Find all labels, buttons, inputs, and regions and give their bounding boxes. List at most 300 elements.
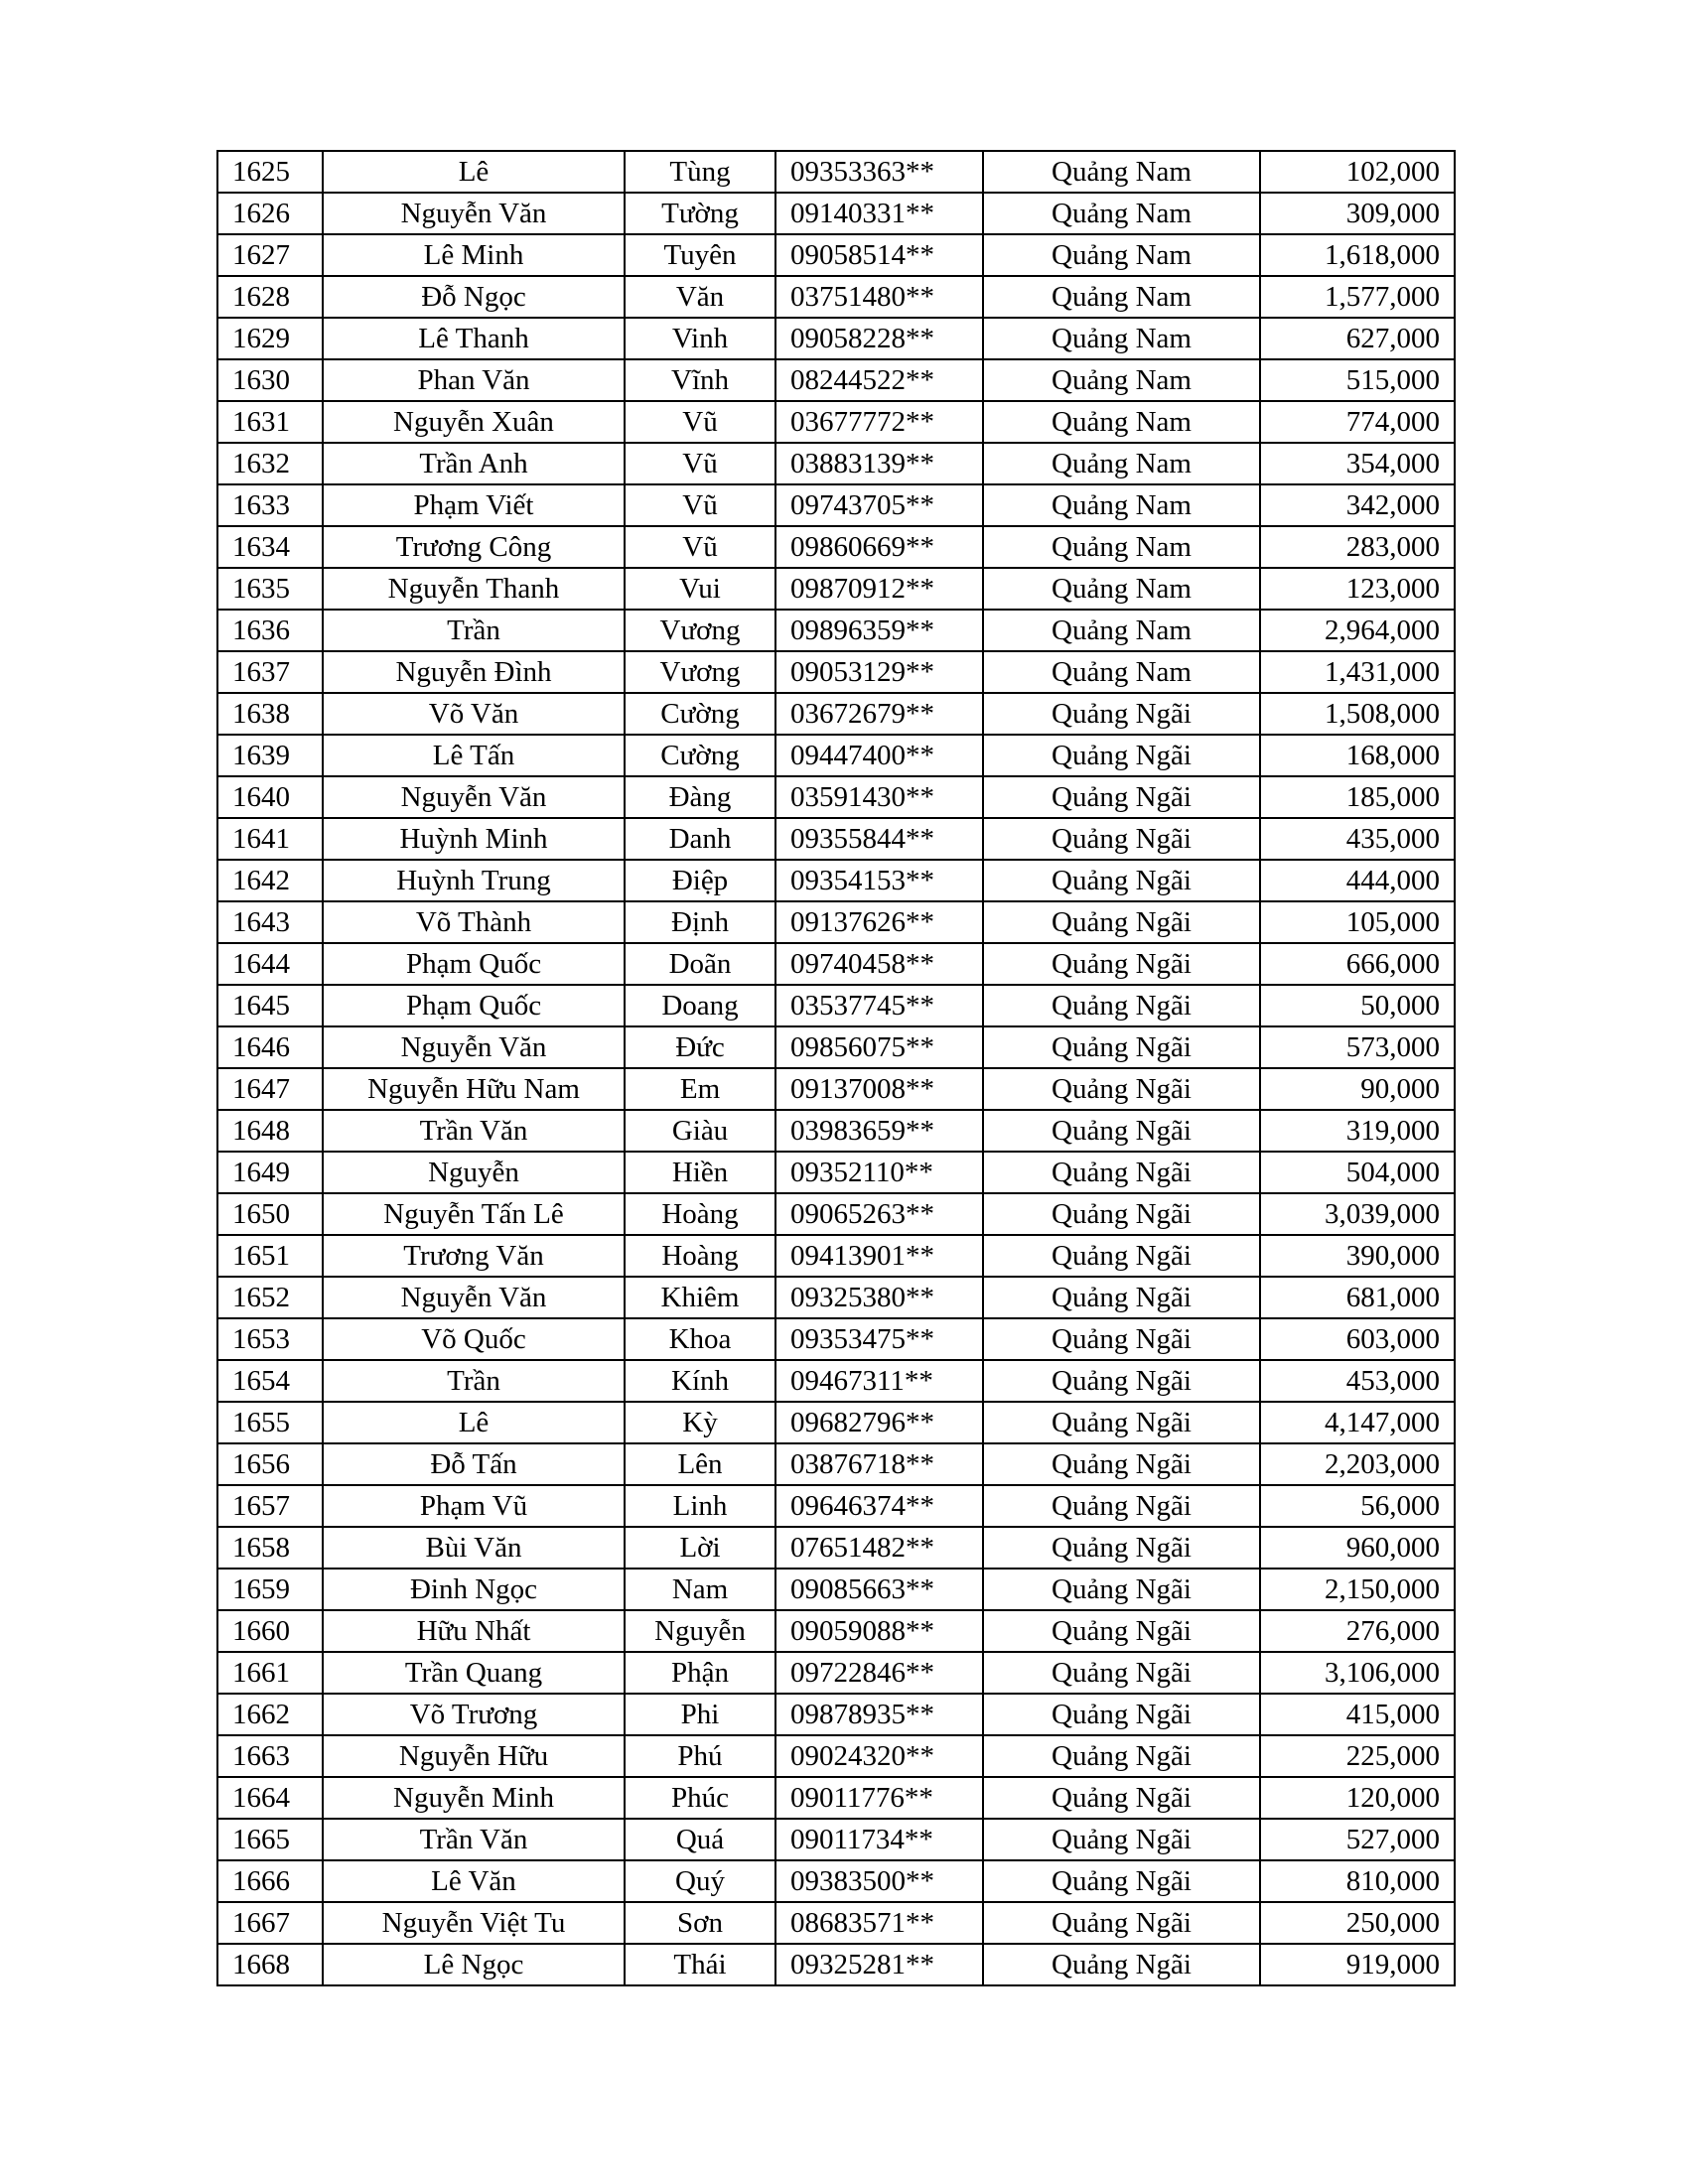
- amount-cell: 603,000: [1260, 1318, 1455, 1360]
- last-name-cell: Lê Thanh: [323, 318, 625, 359]
- table-row: [217, 359, 1455, 401]
- amount-cell: 3,039,000: [1260, 1193, 1455, 1235]
- province-cell: Quảng Nam: [983, 443, 1260, 484]
- phone-cell: 09355844**: [775, 818, 983, 860]
- table-row: [217, 276, 1455, 318]
- row-number-cell: 1630: [217, 359, 323, 401]
- province-cell: Quảng Ngãi: [983, 818, 1260, 860]
- table-row: [217, 901, 1455, 943]
- recipients-table: [216, 150, 1456, 1986]
- last-name-cell: Lê Văn: [323, 1860, 625, 1902]
- table-row: [217, 1569, 1455, 1610]
- phone-cell: 09058228**: [775, 318, 983, 359]
- amount-cell: 120,000: [1260, 1777, 1455, 1819]
- phone-cell: 09325380**: [775, 1277, 983, 1318]
- province-cell: Quảng Ngãi: [983, 1068, 1260, 1110]
- table-row: [217, 1277, 1455, 1318]
- last-name-cell: Phạm Quốc: [323, 943, 625, 985]
- first-name-cell: Danh: [625, 818, 775, 860]
- amount-cell: 390,000: [1260, 1235, 1455, 1277]
- table-row: [217, 526, 1455, 568]
- province-cell: Quảng Nam: [983, 651, 1260, 693]
- table-row: [217, 985, 1455, 1026]
- last-name-cell: Nguyễn Tấn Lê: [323, 1193, 625, 1235]
- last-name-cell: Lê: [323, 151, 625, 193]
- last-name-cell: Võ Thành: [323, 901, 625, 943]
- row-number-cell: 1628: [217, 276, 323, 318]
- table-row: [217, 1026, 1455, 1068]
- phone-cell: 09856075**: [775, 1026, 983, 1068]
- first-name-cell: Vĩnh: [625, 359, 775, 401]
- phone-cell: 09058514**: [775, 234, 983, 276]
- row-number-cell: 1654: [217, 1360, 323, 1402]
- province-cell: Quảng Ngãi: [983, 1026, 1260, 1068]
- phone-cell: 09137008**: [775, 1068, 983, 1110]
- last-name-cell: Trần Văn: [323, 1819, 625, 1860]
- province-cell: Quảng Ngãi: [983, 943, 1260, 985]
- amount-cell: 276,000: [1260, 1610, 1455, 1652]
- amount-cell: 283,000: [1260, 526, 1455, 568]
- province-cell: Quảng Ngãi: [983, 1694, 1260, 1735]
- phone-cell: 07651482**: [775, 1527, 983, 1569]
- row-number-cell: 1652: [217, 1277, 323, 1318]
- table-row: [217, 735, 1455, 776]
- last-name-cell: Huỳnh Trung: [323, 860, 625, 901]
- table-row: [217, 651, 1455, 693]
- row-number-cell: 1643: [217, 901, 323, 943]
- last-name-cell: Nguyễn Văn: [323, 193, 625, 234]
- phone-cell: 09354153**: [775, 860, 983, 901]
- amount-cell: 90,000: [1260, 1068, 1455, 1110]
- first-name-cell: Khiêm: [625, 1277, 775, 1318]
- phone-cell: 08683571**: [775, 1902, 983, 1944]
- amount-cell: 504,000: [1260, 1152, 1455, 1193]
- row-number-cell: 1661: [217, 1652, 323, 1694]
- row-number-cell: 1631: [217, 401, 323, 443]
- province-cell: Quảng Ngãi: [983, 1318, 1260, 1360]
- row-number-cell: 1657: [217, 1485, 323, 1527]
- phone-cell: 03983659**: [775, 1110, 983, 1152]
- amount-cell: 225,000: [1260, 1735, 1455, 1777]
- province-cell: Quảng Ngãi: [983, 1860, 1260, 1902]
- row-number-cell: 1639: [217, 735, 323, 776]
- phone-cell: 03677772**: [775, 401, 983, 443]
- phone-cell: 09743705**: [775, 484, 983, 526]
- last-name-cell: Trần Anh: [323, 443, 625, 484]
- first-name-cell: Vũ: [625, 526, 775, 568]
- phone-cell: 09682796**: [775, 1402, 983, 1443]
- table-row: [217, 318, 1455, 359]
- table-row: [217, 1902, 1455, 1944]
- last-name-cell: Võ Trương: [323, 1694, 625, 1735]
- amount-cell: 105,000: [1260, 901, 1455, 943]
- amount-cell: 50,000: [1260, 985, 1455, 1026]
- phone-cell: 03591430**: [775, 776, 983, 818]
- first-name-cell: Định: [625, 901, 775, 943]
- phone-cell: 03672679**: [775, 693, 983, 735]
- first-name-cell: Lời: [625, 1527, 775, 1569]
- row-number-cell: 1666: [217, 1860, 323, 1902]
- province-cell: Quảng Nam: [983, 318, 1260, 359]
- last-name-cell: Lê: [323, 1402, 625, 1443]
- table-row: [217, 776, 1455, 818]
- row-number-cell: 1637: [217, 651, 323, 693]
- table-row: [217, 1485, 1455, 1527]
- last-name-cell: Nguyễn Thanh: [323, 568, 625, 610]
- last-name-cell: Võ Văn: [323, 693, 625, 735]
- table-row: [217, 1610, 1455, 1652]
- amount-cell: 453,000: [1260, 1360, 1455, 1402]
- first-name-cell: Linh: [625, 1485, 775, 1527]
- table-row: [217, 1360, 1455, 1402]
- last-name-cell: Nguyễn Đình: [323, 651, 625, 693]
- last-name-cell: Võ Quốc: [323, 1318, 625, 1360]
- row-number-cell: 1640: [217, 776, 323, 818]
- province-cell: Quảng Ngãi: [983, 901, 1260, 943]
- row-number-cell: 1633: [217, 484, 323, 526]
- amount-cell: 342,000: [1260, 484, 1455, 526]
- table-row: [217, 1652, 1455, 1694]
- amount-cell: 681,000: [1260, 1277, 1455, 1318]
- row-number-cell: 1644: [217, 943, 323, 985]
- province-cell: Quảng Nam: [983, 526, 1260, 568]
- province-cell: Quảng Ngãi: [983, 735, 1260, 776]
- province-cell: Quảng Ngãi: [983, 1152, 1260, 1193]
- province-cell: Quảng Ngãi: [983, 1610, 1260, 1652]
- first-name-cell: Kỳ: [625, 1402, 775, 1443]
- table-row: [217, 693, 1455, 735]
- amount-cell: 1,508,000: [1260, 693, 1455, 735]
- province-cell: Quảng Ngãi: [983, 1402, 1260, 1443]
- first-name-cell: Hiền: [625, 1152, 775, 1193]
- province-cell: Quảng Ngãi: [983, 1527, 1260, 1569]
- last-name-cell: Trương Công: [323, 526, 625, 568]
- first-name-cell: Doãn: [625, 943, 775, 985]
- table-row: [217, 193, 1455, 234]
- first-name-cell: Em: [625, 1068, 775, 1110]
- phone-cell: 09447400**: [775, 735, 983, 776]
- first-name-cell: Vương: [625, 651, 775, 693]
- table-row: [217, 1235, 1455, 1277]
- table-row: [217, 860, 1455, 901]
- province-cell: Quảng Ngãi: [983, 776, 1260, 818]
- first-name-cell: Khoa: [625, 1318, 775, 1360]
- last-name-cell: Lê Minh: [323, 234, 625, 276]
- first-name-cell: Sơn: [625, 1902, 775, 1944]
- phone-cell: 09870912**: [775, 568, 983, 610]
- phone-cell: 09011776**: [775, 1777, 983, 1819]
- province-cell: Quảng Ngãi: [983, 1569, 1260, 1610]
- table-row: [217, 1860, 1455, 1902]
- amount-cell: 527,000: [1260, 1819, 1455, 1860]
- province-cell: Quảng Ngãi: [983, 1777, 1260, 1819]
- province-cell: Quảng Ngãi: [983, 693, 1260, 735]
- table-row: [217, 401, 1455, 443]
- row-number-cell: 1649: [217, 1152, 323, 1193]
- row-number-cell: 1632: [217, 443, 323, 484]
- last-name-cell: Đỗ Tấn: [323, 1443, 625, 1485]
- amount-cell: 444,000: [1260, 860, 1455, 901]
- row-number-cell: 1668: [217, 1944, 323, 1985]
- last-name-cell: Nguyễn Minh: [323, 1777, 625, 1819]
- amount-cell: 168,000: [1260, 735, 1455, 776]
- province-cell: Quảng Nam: [983, 359, 1260, 401]
- last-name-cell: Phạm Quốc: [323, 985, 625, 1026]
- phone-cell: 09353363**: [775, 151, 983, 193]
- row-number-cell: 1660: [217, 1610, 323, 1652]
- first-name-cell: Lên: [625, 1443, 775, 1485]
- first-name-cell: Đàng: [625, 776, 775, 818]
- province-cell: Quảng Ngãi: [983, 1735, 1260, 1777]
- phone-cell: 03876718**: [775, 1443, 983, 1485]
- row-number-cell: 1663: [217, 1735, 323, 1777]
- row-number-cell: 1655: [217, 1402, 323, 1443]
- last-name-cell: Hữu Nhất: [323, 1610, 625, 1652]
- amount-cell: 2,964,000: [1260, 610, 1455, 651]
- phone-cell: 09325281**: [775, 1944, 983, 1985]
- table-row: [217, 234, 1455, 276]
- last-name-cell: Phạm Viết: [323, 484, 625, 526]
- last-name-cell: Nguyễn Hữu: [323, 1735, 625, 1777]
- last-name-cell: Phạm Vũ: [323, 1485, 625, 1527]
- phone-cell: 03537745**: [775, 985, 983, 1026]
- first-name-cell: Vương: [625, 610, 775, 651]
- table-row: [217, 1110, 1455, 1152]
- phone-cell: 09137626**: [775, 901, 983, 943]
- table-row: [217, 1318, 1455, 1360]
- amount-cell: 666,000: [1260, 943, 1455, 985]
- province-cell: Quảng Ngãi: [983, 1652, 1260, 1694]
- last-name-cell: Nguyễn Hữu Nam: [323, 1068, 625, 1110]
- amount-cell: 919,000: [1260, 1944, 1455, 1985]
- table-row: [217, 1944, 1455, 1985]
- row-number-cell: 1648: [217, 1110, 323, 1152]
- first-name-cell: Vinh: [625, 318, 775, 359]
- row-number-cell: 1667: [217, 1902, 323, 1944]
- province-cell: Quảng Nam: [983, 401, 1260, 443]
- phone-cell: 09878935**: [775, 1694, 983, 1735]
- phone-cell: 09353475**: [775, 1318, 983, 1360]
- last-name-cell: Trần: [323, 1360, 625, 1402]
- province-cell: Quảng Nam: [983, 568, 1260, 610]
- province-cell: Quảng Ngãi: [983, 1277, 1260, 1318]
- first-name-cell: Điệp: [625, 860, 775, 901]
- province-cell: Quảng Ngãi: [983, 1193, 1260, 1235]
- table-row: [217, 610, 1455, 651]
- phone-cell: 09467311**: [775, 1360, 983, 1402]
- province-cell: Quảng Nam: [983, 610, 1260, 651]
- province-cell: Quảng Ngãi: [983, 860, 1260, 901]
- row-number-cell: 1636: [217, 610, 323, 651]
- table-row: [217, 1152, 1455, 1193]
- phone-cell: 09896359**: [775, 610, 983, 651]
- amount-cell: 2,203,000: [1260, 1443, 1455, 1485]
- province-cell: Quảng Nam: [983, 276, 1260, 318]
- last-name-cell: Trần: [323, 610, 625, 651]
- phone-cell: 03883139**: [775, 443, 983, 484]
- row-number-cell: 1626: [217, 193, 323, 234]
- phone-cell: 09413901**: [775, 1235, 983, 1277]
- last-name-cell: Lê Tấn: [323, 735, 625, 776]
- phone-cell: 03751480**: [775, 276, 983, 318]
- province-cell: Quảng Nam: [983, 193, 1260, 234]
- phone-cell: 09059088**: [775, 1610, 983, 1652]
- first-name-cell: Cường: [625, 693, 775, 735]
- row-number-cell: 1665: [217, 1819, 323, 1860]
- amount-cell: 1,431,000: [1260, 651, 1455, 693]
- amount-cell: 2,150,000: [1260, 1569, 1455, 1610]
- province-cell: Quảng Ngãi: [983, 1235, 1260, 1277]
- phone-cell: 09011734**: [775, 1819, 983, 1860]
- province-cell: Quảng Ngãi: [983, 1819, 1260, 1860]
- amount-cell: 3,106,000: [1260, 1652, 1455, 1694]
- province-cell: Quảng Ngãi: [983, 1902, 1260, 1944]
- row-number-cell: 1642: [217, 860, 323, 901]
- row-number-cell: 1635: [217, 568, 323, 610]
- last-name-cell: Trương Văn: [323, 1235, 625, 1277]
- first-name-cell: Phận: [625, 1652, 775, 1694]
- amount-cell: 1,618,000: [1260, 234, 1455, 276]
- row-number-cell: 1646: [217, 1026, 323, 1068]
- first-name-cell: Tuyên: [625, 234, 775, 276]
- first-name-cell: Đức: [625, 1026, 775, 1068]
- amount-cell: 810,000: [1260, 1860, 1455, 1902]
- phone-cell: 08244522**: [775, 359, 983, 401]
- phone-cell: 09352110**: [775, 1152, 983, 1193]
- phone-cell: 09065263**: [775, 1193, 983, 1235]
- first-name-cell: Hoàng: [625, 1193, 775, 1235]
- table-row: [217, 818, 1455, 860]
- row-number-cell: 1634: [217, 526, 323, 568]
- last-name-cell: Đỗ Ngọc: [323, 276, 625, 318]
- row-number-cell: 1625: [217, 151, 323, 193]
- province-cell: Quảng Nam: [983, 234, 1260, 276]
- table-row: [217, 151, 1455, 193]
- table-row: [217, 568, 1455, 610]
- province-cell: Quảng Nam: [983, 484, 1260, 526]
- amount-cell: 123,000: [1260, 568, 1455, 610]
- province-cell: Quảng Ngãi: [983, 1944, 1260, 1985]
- last-name-cell: Nguyễn: [323, 1152, 625, 1193]
- amount-cell: 319,000: [1260, 1110, 1455, 1152]
- first-name-cell: Hoàng: [625, 1235, 775, 1277]
- row-number-cell: 1651: [217, 1235, 323, 1277]
- last-name-cell: Trần Quang: [323, 1652, 625, 1694]
- last-name-cell: Đinh Ngọc: [323, 1569, 625, 1610]
- first-name-cell: Vũ: [625, 401, 775, 443]
- row-number-cell: 1629: [217, 318, 323, 359]
- table-row: [217, 484, 1455, 526]
- first-name-cell: Giàu: [625, 1110, 775, 1152]
- row-number-cell: 1662: [217, 1694, 323, 1735]
- row-number-cell: 1641: [217, 818, 323, 860]
- first-name-cell: Phúc: [625, 1777, 775, 1819]
- row-number-cell: 1638: [217, 693, 323, 735]
- last-name-cell: Phan Văn: [323, 359, 625, 401]
- first-name-cell: Vũ: [625, 443, 775, 484]
- phone-cell: 09722846**: [775, 1652, 983, 1694]
- first-name-cell: Văn: [625, 276, 775, 318]
- table-row: [217, 1193, 1455, 1235]
- province-cell: Quảng Ngãi: [983, 985, 1260, 1026]
- first-name-cell: Cường: [625, 735, 775, 776]
- last-name-cell: Bùi Văn: [323, 1527, 625, 1569]
- first-name-cell: Kính: [625, 1360, 775, 1402]
- table-row: [217, 1777, 1455, 1819]
- first-name-cell: Quá: [625, 1819, 775, 1860]
- phone-cell: 09024320**: [775, 1735, 983, 1777]
- amount-cell: 515,000: [1260, 359, 1455, 401]
- province-cell: Quảng Nam: [983, 151, 1260, 193]
- amount-cell: 573,000: [1260, 1026, 1455, 1068]
- row-number-cell: 1650: [217, 1193, 323, 1235]
- amount-cell: 774,000: [1260, 401, 1455, 443]
- province-cell: Quảng Ngãi: [983, 1485, 1260, 1527]
- row-number-cell: 1659: [217, 1569, 323, 1610]
- first-name-cell: Quý: [625, 1860, 775, 1902]
- amount-cell: 354,000: [1260, 443, 1455, 484]
- row-number-cell: 1653: [217, 1318, 323, 1360]
- table-row: [217, 1527, 1455, 1569]
- last-name-cell: Nguyễn Xuân: [323, 401, 625, 443]
- row-number-cell: 1647: [217, 1068, 323, 1110]
- table-row: [217, 1694, 1455, 1735]
- last-name-cell: Nguyễn Văn: [323, 1277, 625, 1318]
- row-number-cell: 1656: [217, 1443, 323, 1485]
- first-name-cell: Vũ: [625, 484, 775, 526]
- last-name-cell: Huỳnh Minh: [323, 818, 625, 860]
- table-row: [217, 1735, 1455, 1777]
- amount-cell: 960,000: [1260, 1527, 1455, 1569]
- last-name-cell: Nguyễn Văn: [323, 1026, 625, 1068]
- province-cell: Quảng Ngãi: [983, 1360, 1260, 1402]
- last-name-cell: Lê Ngọc: [323, 1944, 625, 1985]
- amount-cell: 102,000: [1260, 151, 1455, 193]
- last-name-cell: Nguyễn Văn: [323, 776, 625, 818]
- amount-cell: 627,000: [1260, 318, 1455, 359]
- first-name-cell: Doang: [625, 985, 775, 1026]
- phone-cell: 09383500**: [775, 1860, 983, 1902]
- first-name-cell: Phú: [625, 1735, 775, 1777]
- row-number-cell: 1664: [217, 1777, 323, 1819]
- first-name-cell: Vui: [625, 568, 775, 610]
- amount-cell: 415,000: [1260, 1694, 1455, 1735]
- amount-cell: 250,000: [1260, 1902, 1455, 1944]
- first-name-cell: Nam: [625, 1569, 775, 1610]
- amount-cell: 185,000: [1260, 776, 1455, 818]
- last-name-cell: Nguyễn Việt Tu: [323, 1902, 625, 1944]
- phone-cell: 09053129**: [775, 651, 983, 693]
- phone-cell: 09646374**: [775, 1485, 983, 1527]
- phone-cell: 09740458**: [775, 943, 983, 985]
- table-row: [217, 1068, 1455, 1110]
- row-number-cell: 1658: [217, 1527, 323, 1569]
- row-number-cell: 1627: [217, 234, 323, 276]
- amount-cell: 1,577,000: [1260, 276, 1455, 318]
- table-row: [217, 1819, 1455, 1860]
- phone-cell: 09085663**: [775, 1569, 983, 1610]
- amount-cell: 435,000: [1260, 818, 1455, 860]
- row-number-cell: 1645: [217, 985, 323, 1026]
- table-row: [217, 1402, 1455, 1443]
- table-row: [217, 1443, 1455, 1485]
- province-cell: Quảng Ngãi: [983, 1443, 1260, 1485]
- table-row: [217, 943, 1455, 985]
- first-name-cell: Thái: [625, 1944, 775, 1985]
- phone-cell: 09860669**: [775, 526, 983, 568]
- table-row: [217, 443, 1455, 484]
- first-name-cell: Nguyễn: [625, 1610, 775, 1652]
